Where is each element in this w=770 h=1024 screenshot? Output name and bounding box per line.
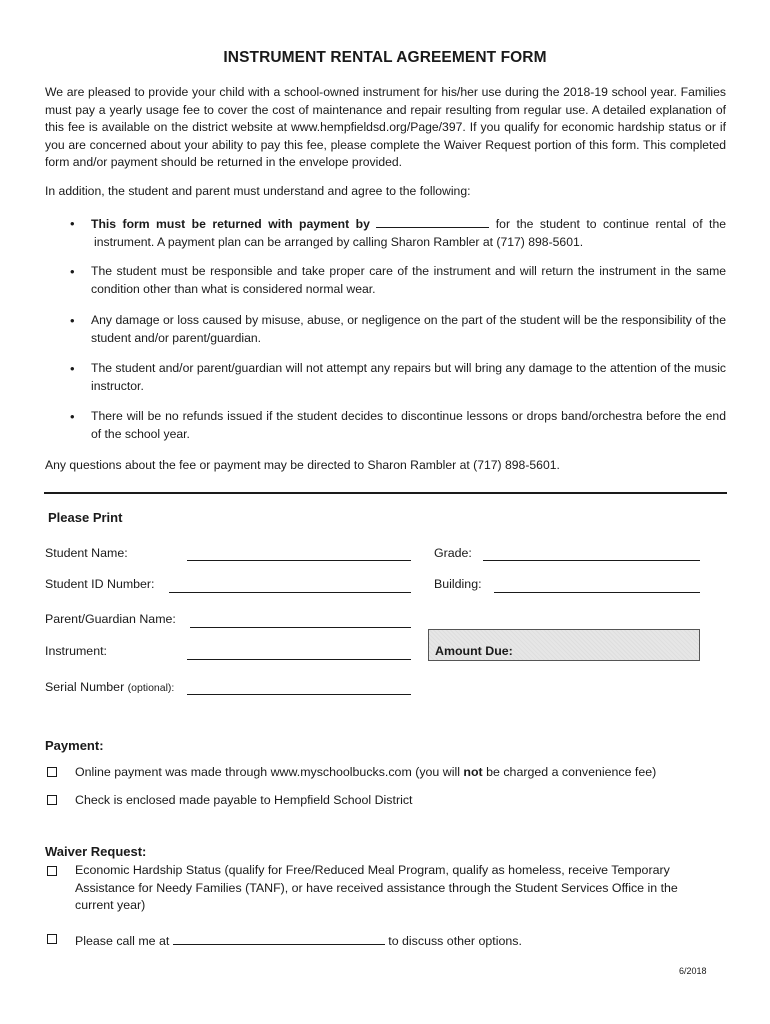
bullet-icon: • <box>70 264 75 279</box>
serial-number-label <box>45 680 174 694</box>
bullet-icon: • <box>70 216 75 231</box>
guardian-label: Parent/Guardian Name: <box>45 612 176 626</box>
hardship-checkbox[interactable] <box>47 866 57 876</box>
serial-number-text: Serial Number <box>45 680 125 694</box>
bullet-1-rest: for the student to continue rental of the <box>495 217 727 231</box>
form-title: INSTRUMENT RENTAL AGREEMENT FORM <box>223 49 547 66</box>
amount-due-box[interactable] <box>428 629 700 661</box>
online-payment-text: Online payment was made through www.myschoolbucks.com (you will <box>75 765 460 779</box>
student-id-field[interactable] <box>169 592 411 593</box>
online-payment-label <box>75 765 656 779</box>
student-name-field[interactable] <box>187 560 411 561</box>
bullet-1-cont: instrument. A payment plan can be arranged by calling Sharon Rambler at (717) 898-5601. <box>94 234 584 249</box>
bullet-icon: • <box>70 313 75 328</box>
call-me-rest: to discuss other options. <box>388 934 522 948</box>
online-payment-fee: be charged a convenience fee) <box>486 765 657 779</box>
grade-field[interactable] <box>483 560 700 561</box>
agree-intro: In addition, the student and parent must understand and agree to the following: <box>45 184 471 198</box>
amount-due-label: Amount Due: <box>435 644 513 658</box>
bullet-2: The student must be responsible and take proper care of the instrument and will return the instrument in the same condition other than what is considered normal wear. <box>91 264 726 296</box>
return-date-blank[interactable] <box>376 215 489 228</box>
bullet-1 <box>91 215 726 251</box>
bullet-3: Any damage or loss caused by misuse, abuse, or negligence on the part of the student will be the responsibility of the student and/or parent/guardian. <box>91 313 726 345</box>
call-me-checkbox[interactable] <box>47 934 57 944</box>
building-field[interactable] <box>494 592 700 593</box>
please-print-heading: Please Print <box>48 510 123 525</box>
bullet-icon: • <box>70 361 75 376</box>
serial-optional-text: (optional): <box>127 682 175 694</box>
intro-paragraph <box>45 84 726 172</box>
student-name-label: Student Name: <box>45 546 128 560</box>
questions-text: Any questions about the fee or payment may be directed to Sharon Rambler at (717) 898-5601. <box>45 458 560 472</box>
phone-number-field[interactable] <box>173 932 385 945</box>
bullet-5: There will be no refunds issued if the student decides to discontinue lessons or drops band/orchestra before the end of the school year. <box>91 409 726 441</box>
instrument-label: Instrument: <box>45 644 107 658</box>
guardian-field[interactable] <box>190 627 411 628</box>
payment-heading: Payment: <box>45 738 104 753</box>
serial-number-field[interactable] <box>187 694 411 695</box>
waiver-heading: Waiver Request: <box>45 844 147 859</box>
section-divider <box>44 492 727 494</box>
bullet-1-bold: This form must be returned with payment by <box>91 217 370 231</box>
building-label: Building: <box>434 577 482 591</box>
call-me-label <box>75 932 522 948</box>
check-payment-label: Check is enclosed made payable to Hempfield School District <box>75 793 413 807</box>
hardship-label: Economic Hardship Status (qualify for Free/Reduced Meal Program, qualify as homeless, receive Temporary Assistance for Needy Families (TANF), or have received assistance through the Student Services Office in the current year) <box>75 863 678 913</box>
student-id-label: Student ID Number: <box>45 577 155 591</box>
intro-text: We are pleased to provide your child with a school-owned instrument for his/her use during the 2018-19 school year. Families must pay a yearly usage fee to cover the cost of maintenance and repair resulting from regular use. A detailed explanation of this fee is available on the district website at www.hempfieldsd.org/Page/397. If you qualify for economic hardship status or if you are concerned about your ability to pay this fee, please complete the Waiver Request portion of this form. This completed form and/or payment should be returned in the envelope provided. <box>45 85 726 170</box>
check-payment-checkbox[interactable] <box>47 795 57 805</box>
bullet-icon: • <box>70 409 75 424</box>
grade-label: Grade: <box>434 546 472 560</box>
form-date: 6/2018 <box>679 966 707 976</box>
instrument-field[interactable] <box>187 659 411 660</box>
online-payment-not: not <box>463 765 483 779</box>
online-payment-checkbox[interactable] <box>47 767 57 777</box>
call-me-text: Please call me at <box>75 934 170 948</box>
bullet-4: The student and/or parent/guardian will not attempt any repairs but will bring any damage to the attention of the music instructor. <box>91 361 726 393</box>
